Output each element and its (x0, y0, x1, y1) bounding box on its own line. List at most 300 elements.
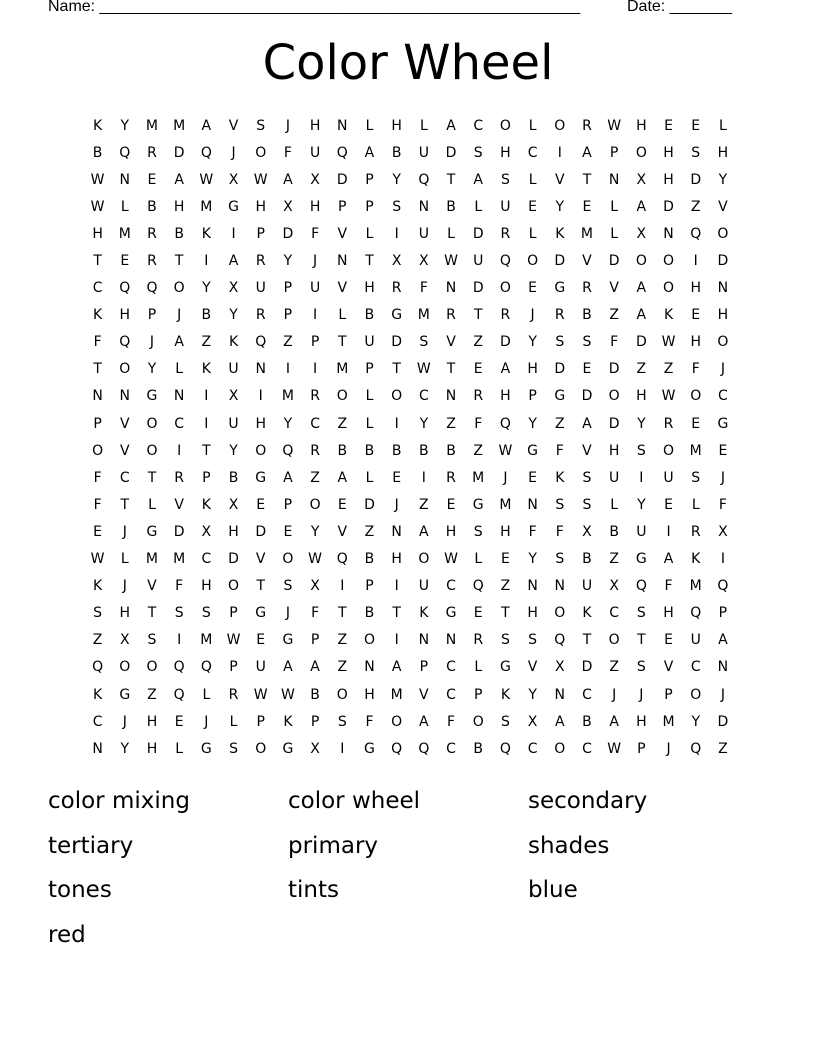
grid-row (84, 356, 740, 383)
grid-letter: K (419, 605, 429, 622)
grid-letter: W (661, 388, 676, 405)
grid-letter: B (446, 198, 456, 215)
grid-letter: O (608, 388, 620, 405)
grid-letter: P (419, 659, 429, 676)
grid-letter: S (201, 605, 211, 622)
grid-letter: C (527, 144, 538, 161)
grid-letter: Z (419, 496, 429, 513)
grid-letter: A (391, 659, 402, 676)
grid-letter: Q (200, 144, 212, 161)
grid-letter: V (419, 686, 429, 703)
grid-letter: M (145, 117, 159, 134)
grid-letter: M (173, 117, 186, 134)
grid-letter: T (392, 361, 401, 378)
grid-letter: Q (418, 740, 430, 757)
grid-letter: A (364, 144, 375, 161)
grid-letter: X (310, 171, 320, 188)
grid-letter: H (146, 740, 158, 757)
grid-row (84, 302, 740, 329)
grid-letter: D (228, 551, 239, 568)
grid-letter: J (122, 713, 127, 730)
grid-letter: D (608, 253, 620, 270)
grid-letter: R (473, 632, 484, 649)
grid-letter: G (554, 280, 566, 297)
grid-letter: P (256, 225, 265, 242)
grid-row (84, 410, 740, 437)
grid-letter: S (337, 713, 347, 730)
grid-letter: C (582, 686, 592, 703)
grid-letter: Z (473, 334, 484, 351)
grid-letter: E (473, 605, 483, 622)
grid-letter: W (280, 686, 295, 703)
grid-letter: Q (119, 144, 131, 161)
word-list (48, 779, 768, 957)
grid-letter: F (664, 578, 673, 595)
grid-letter: S (229, 740, 238, 757)
grid-letter: J (720, 686, 725, 703)
grid-letter: U (309, 144, 321, 161)
grid-letter: A (582, 144, 592, 161)
grid-letter: J (204, 713, 209, 730)
grid-letter: G (472, 496, 484, 513)
grid-letter: X (554, 659, 565, 676)
grid-letter: T (256, 578, 265, 595)
grid-letter: G (364, 740, 375, 757)
grid-letter: D (663, 198, 674, 215)
grid-letter: J (503, 469, 508, 486)
grid-letter: J (177, 307, 182, 324)
grid-letter: M (145, 551, 159, 568)
grid-letter: A (419, 713, 429, 730)
grid-letter: A (636, 280, 647, 297)
grid-letter: Y (147, 361, 157, 378)
grid-letter: S (473, 523, 483, 540)
grid-letter: L (175, 740, 184, 757)
grid-letter: B (609, 523, 619, 540)
grid-letter: V (147, 578, 157, 595)
grid-letter: D (635, 334, 647, 351)
grid-letter: O (717, 334, 729, 351)
grid-letter: P (283, 496, 293, 513)
grid-letter: T (446, 361, 456, 378)
grid-row (84, 654, 740, 681)
grid-letter: V (718, 198, 728, 215)
grid-letter: H (201, 578, 212, 595)
grid-letter: P (473, 686, 483, 703)
grid-letter: B (201, 307, 212, 324)
grid-letter: R (554, 307, 565, 324)
grid-letter: A (446, 117, 456, 134)
grid-letter: S (691, 469, 701, 486)
grid-letter: N (119, 388, 131, 405)
grid-row (84, 708, 740, 735)
grid-letter: A (582, 415, 592, 432)
grid-letter: W (226, 632, 241, 649)
grid-letter: L (610, 198, 619, 215)
grid-letter: F (93, 469, 102, 486)
grid-letter: H (92, 225, 103, 242)
grid-letter: Z (690, 198, 701, 215)
grid-letter: A (310, 659, 320, 676)
grid-letter: H (527, 361, 538, 378)
grid-letter: V (554, 171, 565, 188)
grid-letter: L (175, 361, 184, 378)
grid-letter: A (554, 713, 565, 730)
grid-letter: T (338, 605, 347, 622)
grid-letter: Q (173, 686, 185, 703)
grid-letter: J (720, 361, 725, 378)
grid-letter: S (582, 469, 592, 486)
grid-letter: T (582, 171, 592, 188)
grid-letter: H (690, 334, 701, 351)
grid-letter: C (527, 740, 538, 757)
grid-letter: S (555, 334, 565, 351)
grid-letter: Z (147, 686, 157, 703)
grid-letter: E (93, 523, 103, 540)
grid-letter: A (283, 469, 293, 486)
grid-row (84, 627, 740, 654)
grid-letter: Q (336, 144, 348, 161)
grid-letter: X (582, 523, 592, 540)
grid-letter: U (690, 632, 701, 649)
grid-letter: A (201, 117, 212, 134)
grid-letter: E (446, 496, 456, 513)
grid-letter: O (255, 442, 267, 459)
grid-letter: W (253, 686, 268, 703)
name-field-line: Name: ______________________________________________________ (48, 0, 581, 15)
grid-letter: V (119, 415, 130, 432)
grid-letter: Z (337, 659, 348, 676)
grid-letter: O (336, 686, 348, 703)
grid-letter: W (607, 117, 622, 134)
grid-letter: Q (499, 415, 511, 432)
grid-letter: P (229, 605, 238, 622)
grid-letter: N (364, 659, 375, 676)
grid-letter: A (718, 632, 728, 649)
grid-letter: L (120, 551, 129, 568)
grid-letter: U (309, 280, 321, 297)
grid-letter: Z (636, 361, 647, 378)
grid-letter: X (310, 740, 320, 757)
grid-letter: X (391, 253, 402, 270)
grid-letter: N (527, 496, 538, 513)
grid-letter: R (228, 686, 239, 703)
grid-letter: N (337, 253, 348, 270)
grid-letter: Y (691, 713, 700, 730)
grid-letter: Z (201, 334, 212, 351)
grid-letter: A (636, 198, 647, 215)
grid-letter: E (337, 496, 347, 513)
grid-letter: L (447, 225, 455, 242)
grid-row (84, 139, 740, 166)
grid-letter: Z (609, 551, 619, 568)
grid-letter: K (663, 307, 674, 324)
grid-letter: T (338, 334, 347, 351)
grid-letter: N (663, 225, 674, 242)
grid-letter: X (718, 523, 728, 540)
grid-letter: V (174, 496, 184, 513)
grid-letter: S (555, 496, 565, 513)
grid-letter: V (119, 442, 130, 459)
grid-letter: I (394, 415, 399, 432)
grid-letter: I (639, 469, 644, 486)
grid-letter: W (444, 551, 458, 568)
grid-letter: N (119, 171, 131, 188)
grid-letter: H (717, 307, 729, 324)
grid-letter: Z (364, 523, 375, 540)
grid-letter: X (419, 253, 429, 270)
grid-letter: S (283, 578, 293, 595)
grid-letter: J (285, 605, 290, 622)
grid-letter: N (717, 280, 729, 297)
grid-letter: E (664, 117, 673, 134)
grid-letter: V (228, 117, 239, 134)
grid-letter: N (554, 686, 566, 703)
grid-letter: R (147, 225, 157, 242)
grid-letter: N (92, 388, 103, 405)
grid-letter: B (582, 307, 592, 324)
grid-letter: L (148, 496, 156, 513)
grid-letter: E (528, 469, 538, 486)
grid-letter: L (419, 117, 428, 134)
grid-letter: B (310, 686, 320, 703)
grid-row (84, 247, 740, 274)
grid-letter: A (174, 171, 184, 188)
grid-letter: D (717, 253, 729, 270)
grid-letter: L (365, 415, 374, 432)
grid-letter: Q (200, 659, 212, 676)
grid-letter: Y (637, 496, 646, 513)
grid-letter: S (256, 117, 266, 134)
grid-letter: W (90, 198, 105, 215)
grid-row (84, 437, 740, 464)
grid-letter: R (582, 117, 592, 134)
grid-letter: N (337, 117, 348, 134)
grid-letter: Q (255, 334, 267, 351)
grid-letter: R (446, 307, 456, 324)
grid-letter: S (582, 334, 592, 351)
grid-letter: G (255, 469, 267, 486)
grid-letter: M (662, 713, 675, 730)
grid-letter: J (231, 144, 236, 161)
grid-letter: F (447, 713, 456, 730)
grid-letter: M (173, 551, 186, 568)
grid-letter: H (500, 388, 511, 405)
grid-letter: L (528, 171, 537, 188)
grid-letter: X (119, 632, 130, 649)
grid-letter: H (146, 713, 158, 730)
grid-letter: Q (92, 659, 104, 676)
date-field-line: Date: _______ (627, 0, 732, 15)
grid-letter: I (285, 361, 290, 378)
grid-letter: K (555, 469, 565, 486)
grid-letter: K (93, 686, 103, 703)
grid-letter: S (500, 632, 510, 649)
grid-letter: A (636, 307, 647, 324)
grid-letter: E (174, 713, 184, 730)
grid-letter: G (200, 740, 212, 757)
grid-letter: G (717, 415, 729, 432)
grid-letter: R (174, 469, 185, 486)
grid-letter: E (500, 551, 510, 568)
grid-letter: I (313, 361, 318, 378)
grid-letter: H (636, 117, 647, 134)
grid-letter: H (690, 280, 701, 297)
grid-letter: C (718, 388, 728, 405)
grid-letter: F (175, 578, 184, 595)
grid-letter: Y (528, 415, 537, 432)
grid-letter: N (445, 280, 457, 297)
grid-letter: A (174, 334, 184, 351)
grid-letter: A (473, 171, 483, 188)
grid-letter: O (690, 388, 702, 405)
grid-letter: H (364, 686, 375, 703)
grid-letter: O (146, 659, 158, 676)
grid-letter: C (690, 659, 701, 676)
grid-letter: P (637, 740, 646, 757)
grid-letter: E (256, 632, 266, 649)
grid-letter: B (364, 442, 375, 459)
grid-letter: G (527, 442, 539, 459)
grid-letter: O (418, 551, 430, 568)
grid-letter: M (118, 225, 131, 242)
grid-letter: S (174, 605, 184, 622)
grid-letter: Z (609, 659, 619, 676)
grid-letter: O (717, 225, 729, 242)
grid-letter: D (282, 225, 294, 242)
grid-letter: I (313, 307, 318, 324)
grid-letter: Y (528, 334, 537, 351)
grid-letter: H (391, 551, 402, 568)
grid-letter: I (557, 144, 562, 161)
grid-letter: Z (310, 469, 320, 486)
word-list-item: blue (528, 877, 578, 903)
grid-letter: S (555, 551, 565, 568)
grid-letter: Z (663, 361, 674, 378)
grid-letter: R (473, 388, 484, 405)
grid-letter: L (338, 307, 347, 324)
grid-letter: Z (337, 415, 348, 432)
grid-letter: W (607, 740, 622, 757)
grid-letter: L (474, 198, 483, 215)
grid-letter: O (391, 713, 403, 730)
grid-letter: Z (718, 740, 728, 757)
grid-letter: E (691, 415, 701, 432)
grid-letter: Q (336, 551, 348, 568)
word-list-item: tints (288, 877, 339, 903)
grid-letter: W (90, 551, 105, 568)
grid-letter: E (473, 361, 483, 378)
grid-letter: R (663, 415, 674, 432)
grid-letter: M (336, 361, 349, 378)
grid-letter: C (174, 415, 185, 432)
grid-letter: I (204, 253, 209, 270)
grid-row (84, 275, 740, 302)
grid-letter: A (419, 523, 429, 540)
grid-letter: X (201, 523, 212, 540)
grid-letter: Q (282, 442, 294, 459)
grid-letter: N (608, 171, 620, 188)
grid-letter: A (609, 713, 619, 730)
grid-letter: L (365, 388, 374, 405)
grid-letter: T (174, 253, 184, 270)
grid-letter: K (228, 334, 239, 351)
grid-letter: X (310, 578, 320, 595)
grid-letter: G (499, 659, 511, 676)
grid-letter: F (528, 523, 537, 540)
grid-letter: E (664, 632, 673, 649)
grid-letter: J (666, 740, 671, 757)
grid-letter: W (199, 171, 214, 188)
grid-letter: T (93, 361, 102, 378)
grid-letter: P (310, 632, 320, 649)
word-list-item: tertiary (48, 832, 134, 859)
grid-letter: V (582, 253, 592, 270)
grid-letter: T (637, 632, 646, 649)
grid-letter: A (283, 171, 293, 188)
grid-letter: M (689, 442, 702, 459)
grid-letter: E (147, 171, 157, 188)
grid-letter: N (173, 388, 185, 405)
grid-letter: O (92, 442, 104, 459)
grid-letter: H (364, 280, 375, 297)
grid-letter: D (690, 171, 702, 188)
grid-letter: O (527, 253, 539, 270)
grid-letter: R (255, 307, 266, 324)
grid-letter: N (255, 361, 266, 378)
grid-letter: N (418, 198, 430, 215)
grid-letter: J (285, 117, 290, 134)
grid-letter: L (120, 198, 129, 215)
grid-letter: H (391, 117, 402, 134)
grid-letter: L (719, 117, 727, 134)
grid-letter: S (528, 632, 538, 649)
grid-letter: M (281, 388, 294, 405)
grid-letter: K (93, 307, 103, 324)
grid-letter: Q (472, 578, 484, 595)
grid-letter: T (147, 605, 157, 622)
grid-letter: B (174, 225, 184, 242)
grid-letter: H (663, 171, 674, 188)
grid-letter: L (691, 496, 700, 513)
grid-letter: K (500, 686, 510, 703)
grid-letter: I (340, 578, 345, 595)
grid-letter: L (528, 225, 537, 242)
grid-letter: S (392, 198, 402, 215)
grid-letter: D (608, 361, 620, 378)
grid-letter: U (418, 225, 429, 242)
grid-letter: M (200, 198, 213, 215)
grid-letter: H (173, 198, 185, 215)
grid-letter: M (499, 496, 512, 513)
grid-letter: F (93, 496, 102, 513)
grid-letter: S (500, 171, 510, 188)
grid-letter: X (228, 496, 239, 513)
grid-letter: B (337, 442, 348, 459)
grid-letter: L (528, 117, 537, 134)
grid-letter: D (391, 334, 403, 351)
grid-letter: F (365, 713, 374, 730)
grid-letter: U (473, 253, 484, 270)
grid-letter: E (664, 496, 673, 513)
grid-letter: D (581, 659, 593, 676)
grid-letter: L (202, 686, 211, 703)
grid-row (84, 220, 740, 247)
grid-letter: U (228, 361, 239, 378)
grid-letter: A (500, 361, 511, 378)
grid-letter: Q (690, 225, 702, 242)
grid-letter: L (365, 469, 374, 486)
